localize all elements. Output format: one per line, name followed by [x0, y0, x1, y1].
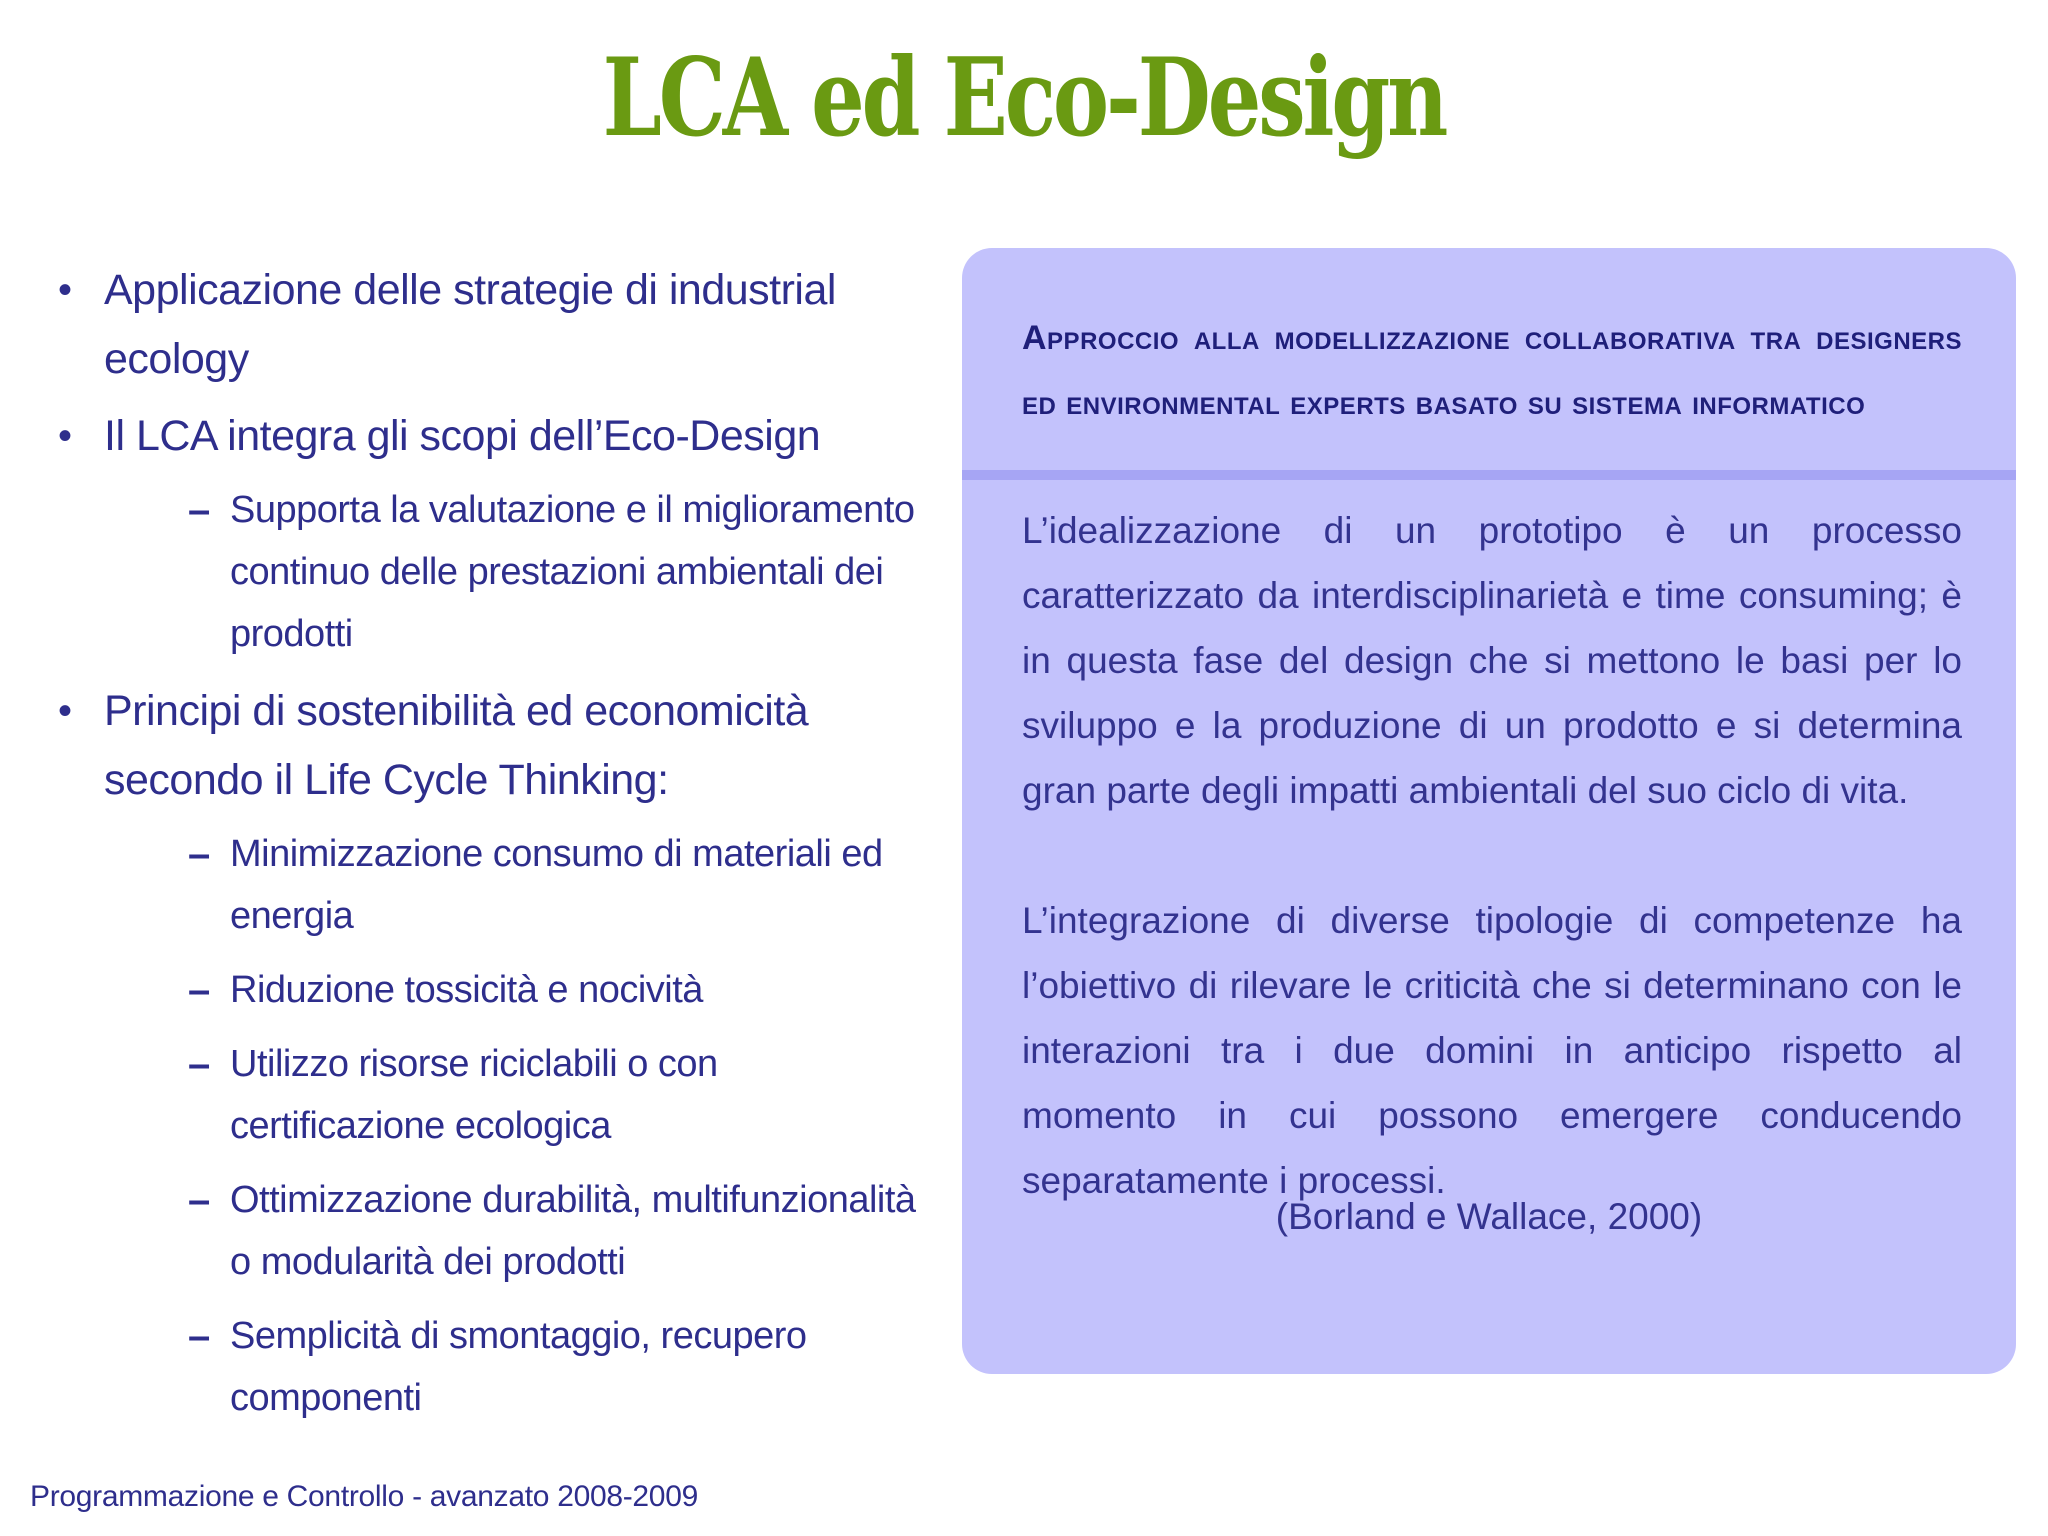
bullet-text: Applicazione delle strategie di industrial ecology — [104, 266, 836, 383]
sub-bullet-item — [104, 1169, 938, 1293]
info-panel — [962, 248, 2016, 1374]
bullet-marker: • — [58, 268, 72, 312]
sub-bullet-item — [104, 1305, 938, 1429]
sub-bullet-item — [104, 823, 938, 947]
panel-paragraph: L’idealizzazione di un prototipo è un processo caratterizzato da interdisciplinarietà e time consuming; è in questa fase del design che si mettono le basi per lo sviluppo e la produzione di un prodotto e si determina gran parte degli impatti ambientali del suo ciclo di vita. — [1022, 510, 1962, 811]
bullet-marker: • — [58, 689, 72, 733]
sub-bullet-item — [104, 959, 938, 1021]
bullet-text: Principi di sostenibilità ed economicità secondo il Life Cycle Thinking: — [104, 687, 809, 804]
dash-marker: – — [188, 832, 210, 876]
slide-footer: Programmazione e Controllo - avanzato 2008-2009 — [30, 1480, 698, 1513]
sub-bullet-list — [104, 479, 938, 665]
panel-divider — [962, 470, 2016, 480]
bullet-item — [58, 402, 938, 665]
dash-marker: – — [188, 1178, 210, 1222]
dash-marker: – — [188, 968, 210, 1012]
sub-bullet-text: Utilizzo risorse riciclabili o con certificazione ecologica — [230, 1043, 718, 1147]
panel-citation: (Borland e Wallace, 2000) — [1275, 1196, 1703, 1237]
panel-body — [1022, 498, 1962, 1278]
panel-paragraph: L’integrazione di diverse tipologie di competenze ha l’obiettivo di rilevare le criticità che si determinano con le interazioni tra i due domini in anticipo rispetto al momento in cui possono emergere conducendo separatamente i processi. — [1022, 900, 1962, 1201]
slide-title: LCA ed Eco-Design — [602, 35, 1446, 161]
sub-bullet-list — [104, 823, 938, 1429]
sub-bullet-text: Semplicità di smontaggio, recupero componenti — [230, 1315, 807, 1419]
panel-header: Approccio alla modellizzazione collaborativa tra designers ed environmental experts basato su sistema informatico — [1022, 319, 1962, 422]
bullet-item — [58, 677, 938, 1429]
dash-marker: – — [188, 1042, 210, 1086]
sub-bullet-item — [104, 1033, 938, 1157]
bullet-marker: • — [58, 414, 72, 458]
dash-marker: – — [188, 1314, 210, 1358]
sub-bullet-text: Minimizzazione consumo di materiali ed energia — [230, 833, 883, 937]
bullet-item — [58, 256, 938, 394]
bullet-list — [58, 256, 938, 1441]
sub-bullet-item — [104, 479, 938, 665]
bullet-text: Il LCA integra gli scopi dell’Eco-Design — [104, 412, 821, 460]
sub-bullet-text: Ottimizzazione durabilità, multifunzionalità o modularità dei prodotti — [230, 1179, 916, 1283]
sub-bullet-text: Supporta la valutazione e il miglioramento continuo delle prestazioni ambientali dei prodotti — [230, 489, 915, 655]
sub-bullet-text: Riduzione tossicità e nocività — [230, 969, 703, 1011]
dash-marker: – — [188, 488, 210, 532]
